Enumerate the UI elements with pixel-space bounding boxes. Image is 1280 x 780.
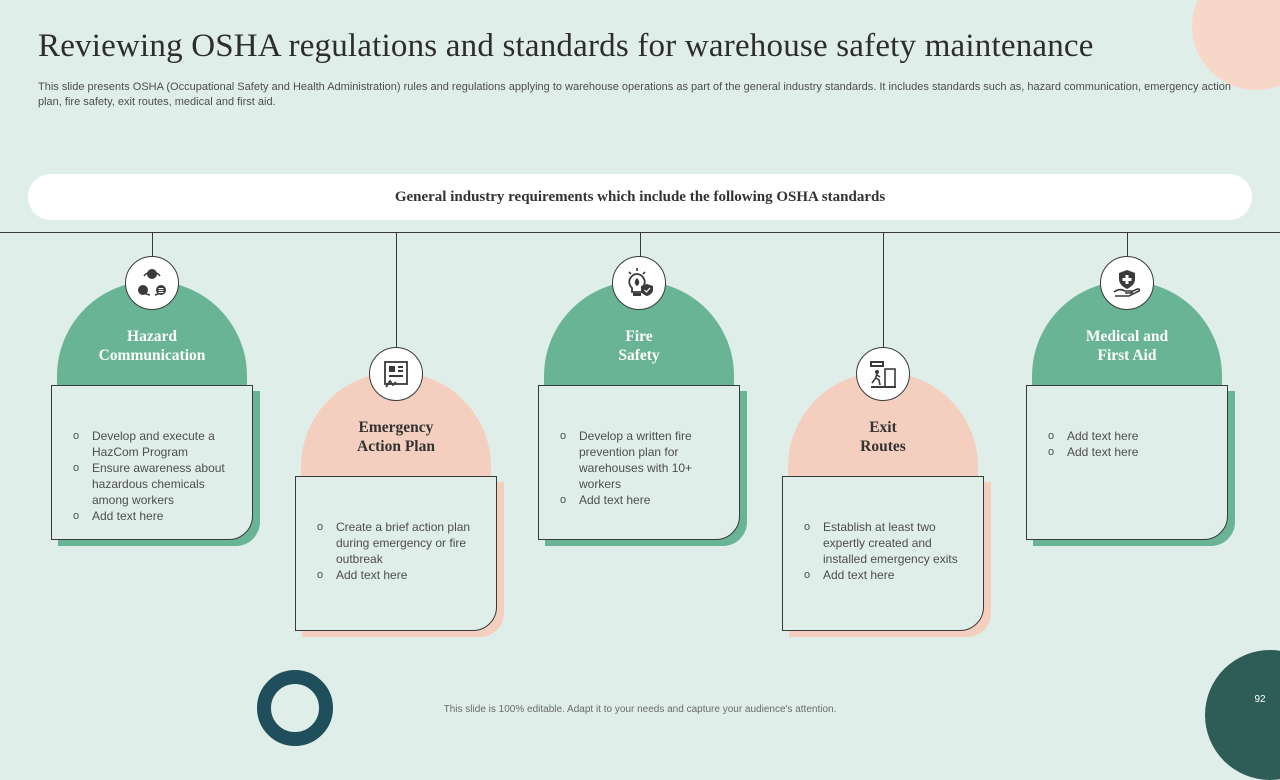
standard-title: Exit Routes (860, 419, 906, 455)
connector-line (640, 233, 641, 257)
hazard-communication-icon (125, 256, 179, 310)
connector-line (152, 233, 153, 257)
list-item: o Add text here (73, 508, 238, 524)
connector-line (883, 233, 884, 348)
fire-safety-card (538, 385, 740, 540)
medical-first-aid-card (1026, 385, 1228, 540)
list-item: o Develop and execute a HazCom Program (73, 428, 238, 460)
decorative-peach-circle (1192, 0, 1280, 90)
fire-safety-icon (612, 256, 666, 310)
connector-line (396, 233, 397, 348)
list-item: o Develop a written fire prevention plan for warehouses with 10+ workers (560, 428, 725, 492)
list-item: o Add text here (804, 567, 969, 583)
first-aid-icon (1100, 256, 1154, 310)
banner-text: General industry requirements which include the following OSHA standards (394, 188, 886, 205)
list-item: o Create a brief action plan during emergency or fire outbreak (317, 519, 482, 567)
connector-line (1127, 233, 1128, 257)
emergency-action-plan-card (295, 476, 497, 631)
list-item: o Add text here (1048, 444, 1213, 460)
hazard-communication-card (51, 385, 253, 540)
slide-description: This slide presents OSHA (Occupational Safety and Health Administration) rules and regulations applying to warehouse operations as part of the general industry standards. It includes standards such as, hazard communication, emergency action plan, fire safety, exit routes, medical and first aid. (38, 81, 1231, 108)
standard-title: Hazard Communication (98, 328, 206, 364)
exit-routes-icon (856, 347, 910, 401)
requirements-banner (28, 174, 1252, 220)
standard-title: Medical and First Aid (1085, 328, 1169, 364)
exit-routes-card (782, 476, 984, 631)
footer-note: This slide is 100% editable. Adapt it to your needs and capture your audience's attention. (443, 704, 837, 715)
slide-title: Reviewing OSHA regulations and standards for warehouse safety maintenance (38, 28, 1094, 64)
standard-title: Emergency Action Plan (357, 419, 435, 455)
list-item: o Add text here (560, 492, 725, 508)
page-number: 92 (1254, 694, 1266, 705)
list-item: o Ensure awareness about hazardous chemicals among workers (73, 460, 238, 508)
list-item: o Add text here (317, 567, 482, 583)
list-item: o Add text here (1048, 428, 1213, 444)
list-item: o Establish at least two expertly created and installed emergency exits (804, 519, 969, 567)
standard-title: Fire Safety (618, 328, 660, 364)
decorative-dark-circle (1205, 650, 1280, 780)
emergency-plan-icon (369, 347, 423, 401)
